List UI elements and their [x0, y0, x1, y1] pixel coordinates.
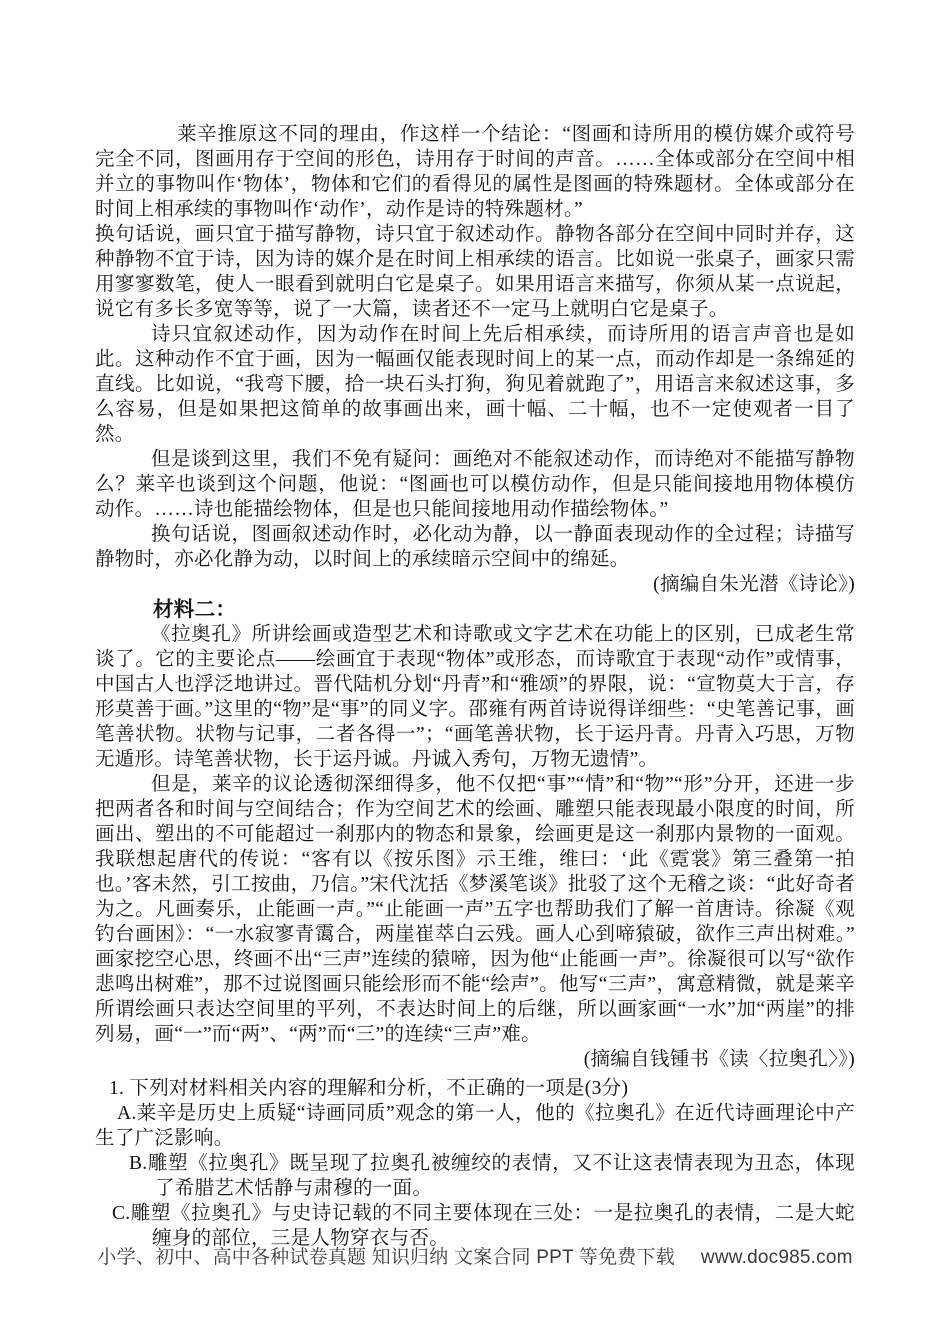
material-two-paragraph-2: 但是，莱辛的议论透彻深细得多，他不仅把“事”“情”和“物”“形”分开，还进一步把两者各和时间与空间结合；作为空间艺术的绘画、雕塑只能表现最小限度的时间，所画出、塑出的不可能超过一刹那内的物态和景象，绘画更是这一刹那内景物的一面观。我联想起唐代的传说：“客有以《按乐图》示王维，维曰：‘此《霓裳》第三叠第一拍也。’客未然，引工按曲，乃信。”宋代沈括《梦溪笔谈》批驳了这个无稽之谈：“此好奇者为之。凡画奏乐，止能画一声。”“止能画一声”五字也帮助我们了解一首唐诗。徐凝《观钓台画困》：“一水寂寥青霭合，两崖崔萃白云残。画人心到啼猿破，欲作三声出树难。”画家挖空心思，终画不出“三声”连续的猿啼，因为他“止能画一声”。徐凝很可以写“欲作悲鸣出树难”，那不过说图画只能绘形而不能“绘声”。他写“三声”，寓意精微，就是莱辛所谓绘画只表达空间里的平列，不表达时间上的后继，所以画家画“一水”加“两崖”的排列易，画“一”而“两”、“两”而“三”的连续“三声”难。: [95, 774, 855, 1045]
question-1-option-a: A.莱辛是历史上质疑“诗画同质”观念的第一人，他的《拉奥孔》在近代诗画理论中产生了广泛影响。: [95, 1103, 855, 1149]
material-one-paragraph-4: 但是谈到这里，我们不免有疑问：画绝对不能叙述动作，而诗绝对不能描写静物么？莱辛也谈到这个问题，他说：“图画也可以模仿动作，但是只能间接地用物体模仿动作。……诗也能描绘物体，但是也只能间接地用动作描绘物体。”: [95, 449, 855, 520]
footer-watermark: [0, 1246, 950, 1270]
material-one-paragraph-2: 换句话说，画只宜于描写静物，诗只宜于叙述动作。静物各部分在空间中同时并存，这种静物不宜于诗，因为诗的媒介是在时间上相承续的语言。比如说一张桌子，画家只需用寥寥数笔，使人一眼看到就明白它是桌子。如果用语言来描写，你须从某一点说起，说它有多长多宽等等，说了一大篇，读者还不一定马上就明白它是桌子。: [95, 224, 855, 320]
question-1: [95, 1076, 855, 1251]
footer-site-url: www.doc985.com: [700, 1247, 853, 1268]
footer-watermark-text: 小学、初中、高中各种试卷真题 知识归纳 文案合同 PPT 等免费下载: [97, 1247, 675, 1268]
material-one-source-credit: (摘编自朱光潜《诗论》): [653, 574, 855, 595]
material-two-paragraph-1: 《拉奥孔》所讲绘画或造型艺术和诗歌或文字艺术在功能上的区别，已成老生常谈了。它的主要论点——绘画宜于表现“物体”或形态，而诗歌宜于表现“动作”或情事，中国古人也浮泛地讲过。晋代陆机分划“丹青”和“雅颂”的界限，说：“宣物莫大于言，存形莫善于画。”这里的“物”是“事”的同义字。邵雍有两首诗说得详细些：“史笔善记事，画笔善状物。状物与记事，二者各得一”；“画笔善状物，长于运丹青。丹青入巧思，万物无遁形。诗笔善状物，长于运丹诚。丹诚入秀句，万物无遗情”。: [95, 624, 855, 770]
question-1-option-b: B.雕塑《拉奥孔》既呈现了拉奥孔被缠绞的表情，又不让这表情表现为丑态，体现了希腊艺术恬静与肃穆的一面。: [129, 1153, 855, 1199]
question-1-option-c: C.雕塑《拉奥孔》与史诗记载的不同主要体现在三处：一是拉奥孔的表情，二是大蛇缠身的部位，三是人物穿衣与否。: [112, 1203, 855, 1249]
material-two-source-credit: (摘编自钱锺书《读〈拉奥孔〉》): [583, 1049, 855, 1070]
material-one-paragraph-1: 莱辛推原这不同的理由，作这样一个结论：“图画和诗所用的模仿媒介或符号完全不同，图画用存于空间的形色，诗用存于时间的声音。……全体或部分在空间中相并立的事物叫作‘物体’，物体和它们的看得见的属性是图画的特殊题材。全体或部分在时间上相承续的事物叫作‘动作’，动作是诗的特殊题材。”: [95, 124, 855, 220]
document-body: [95, 122, 855, 1251]
question-1-stem: 1. 下列对材料相关内容的理解和分析，不正确的一项是(3分): [109, 1078, 629, 1099]
material-two-heading: 材料二：: [153, 598, 237, 621]
material-one-paragraph-5: 换句话说，图画叙述动作时，必化动为静，以一静面表现动作的全过程；诗描写静物时，亦必化静为动，以时间上的承续暗示空间中的绵延。: [95, 524, 855, 570]
material-one-paragraph-3: 诗只宜叙述动作，因为动作在时间上先后相承续，而诗所用的语言声音也是如此。这种动作不宜于画，因为一幅画仅能表现时间上的某一点，而动作却是一条绵延的直线。比如说，“我弯下腰，拾一块石头打狗，狗见着就跑了”，用语言来叙述这事，多么容易，但是如果把这简单的故事画出来，画十幅、二十幅，也不一定使观者一目了然。: [95, 324, 855, 445]
